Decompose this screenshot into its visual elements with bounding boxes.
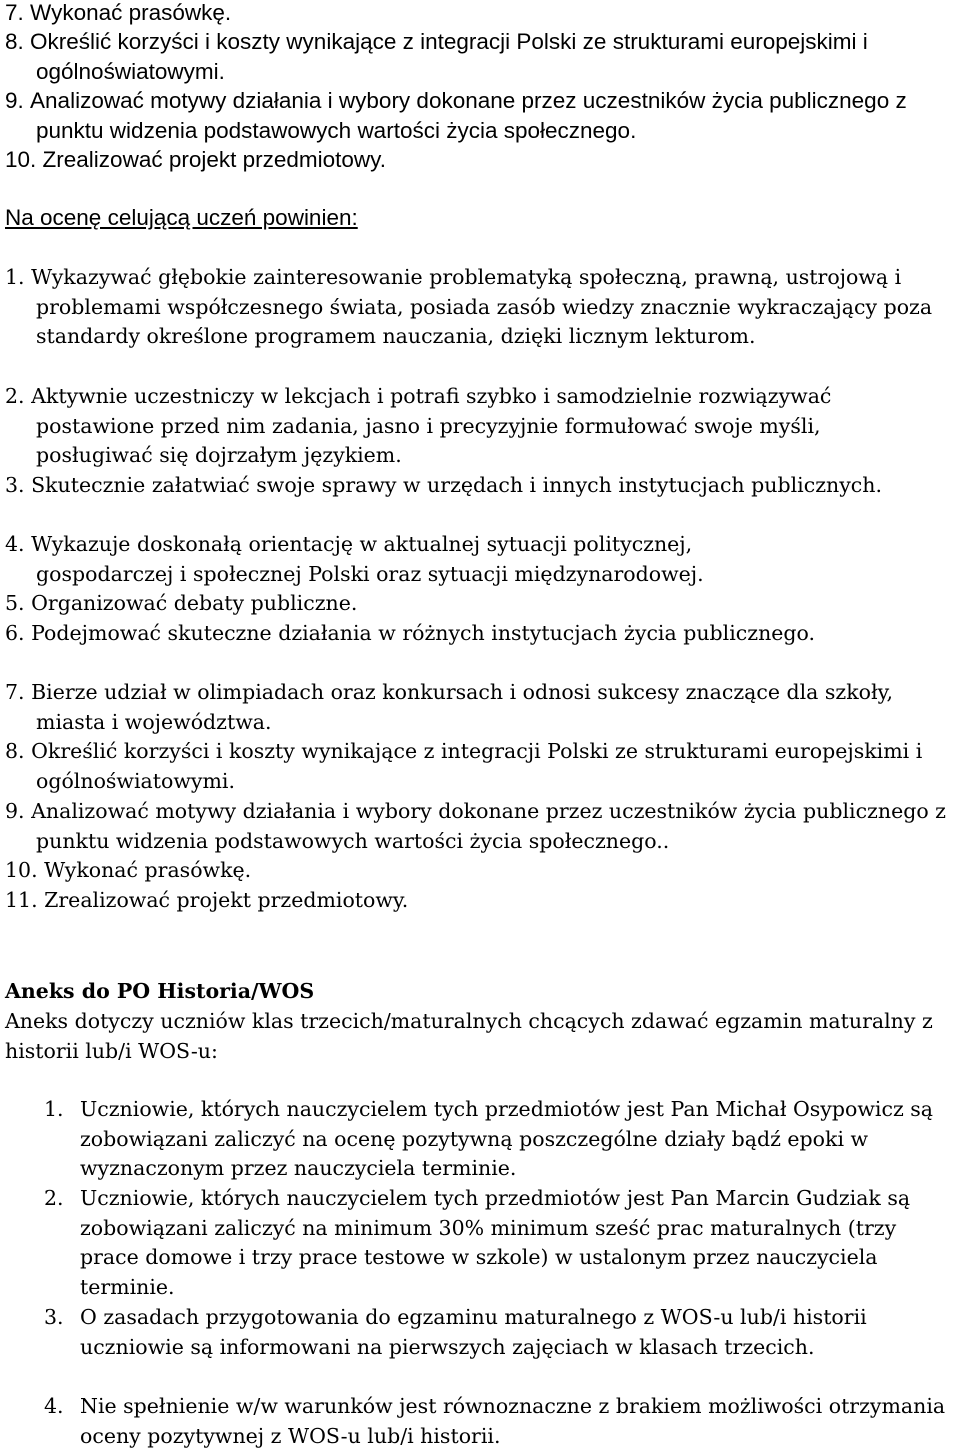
list-number: 6. (5, 621, 25, 645)
list-number: 9. (5, 88, 24, 113)
aneks-item-2 (44, 1184, 924, 1302)
celujaca-item-1 (5, 263, 950, 352)
list-text: Analizować motywy działania i wybory dokonane przez uczestników życia publicznego z punktu widzenia podstawowych wartości życia społecznego.. (31, 799, 946, 853)
aneks-item-3 (44, 1303, 944, 1362)
top-list-item-10 (5, 145, 955, 175)
top-list-item-7 (5, 0, 955, 28)
aneks-intro: Aneks dotyczy uczniów klas trzecich/maturalnych chcących zdawać egzamin maturalny z historii lub/i WOS-u: (5, 1009, 933, 1063)
list-text: Nie spełnienie w/w warunków jest równoznaczne z brakiem możliwości otrzymania oceny pozytywnej z WOS-u lub/i historii. (80, 1394, 946, 1448)
list-number: 2. (5, 384, 25, 408)
list-text: Określić korzyści i koszty wynikające z integracji Polski ze strukturami europejskimi i ogólnoświatowymi. (30, 29, 868, 84)
celujaca-item-9 (5, 797, 950, 856)
list-number: 4. (44, 1394, 64, 1418)
list-text: Zrealizować projekt przedmiotowy. (42, 147, 387, 172)
celujaca-item-5 (5, 589, 955, 619)
aneks-item-1 (44, 1095, 934, 1184)
celujaca-heading: Na ocenę celującą uczeń powinien: (5, 205, 358, 230)
aneks-title: Aneks do PO Historia/WOS (5, 979, 315, 1003)
celujaca-item-4 (5, 530, 835, 589)
list-text: Zrealizować projekt przedmiotowy. (44, 888, 409, 912)
list-number: 8. (5, 739, 25, 763)
list-number: 4. (5, 532, 25, 556)
celujaca-item-3 (5, 471, 955, 501)
list-number: 8. (5, 29, 24, 54)
celujaca-item-2 (5, 382, 865, 471)
list-text: Uczniowie, których nauczycielem tych przedmiotów jest Pan Michał Osypowicz są zobowiązani zaliczyć na ocenę pozytywną poszczególne działy bądź epoki w wyznaczonym przez nauczyciela terminie. (80, 1097, 934, 1180)
celujaca-item-11 (5, 886, 955, 916)
celujaca-item-7 (5, 678, 950, 737)
aneks-item-4 (44, 1392, 959, 1451)
list-number: 5. (5, 591, 25, 615)
list-number: 10. (5, 858, 38, 882)
list-number: 3. (44, 1305, 64, 1329)
list-text: Uczniowie, których nauczycielem tych przedmiotów jest Pan Marcin Gudziak są zobowiązani zaliczyć na minimum 30% minimum sześć prac maturalnych (trzy prace domowe i trzy prace testowe w szkole) w ustalonym przez nauczyciela terminie. (80, 1186, 911, 1299)
top-list-item-8 (5, 27, 920, 86)
list-text: Wykazuje doskonałą orientację w aktualnej sytuacji politycznej, gospodarczej i społecznej Polski oraz sytuacji międzynarodowej. (31, 532, 704, 586)
list-text: Określić korzyści i koszty wynikające z integracji Polski ze strukturami europejskimi i ogólnoświatowymi. (31, 739, 923, 793)
list-number: 3. (5, 473, 25, 497)
list-number: 10. (5, 147, 37, 172)
list-text: Aktywnie uczestniczy w lekcjach i potrafi szybko i samodzielnie rozwiązywać postawione przed nim zadania, jasno i precyzyjnie formułować swoje myśli, posługiwać się dojrzałym językiem. (31, 384, 832, 468)
list-number: 2. (44, 1186, 64, 1210)
list-text: Wykonać prasówkę. (44, 858, 252, 882)
top-list-item-9 (5, 86, 950, 145)
list-text: Organizować debaty publiczne. (31, 591, 358, 615)
list-text: Podejmować skuteczne działania w różnych instytucjach życia publicznego. (31, 621, 816, 645)
list-text: O zasadach przygotowania do egzaminu maturalnego z WOS-u lub/i historii uczniowie są informowani na pierwszych zajęciach w klasach trzecich. (80, 1305, 867, 1359)
celujaca-item-10 (5, 856, 955, 886)
list-number: 1. (44, 1097, 64, 1121)
list-text: Analizować motywy działania i wybory dokonane przez uczestników życia publicznego z punktu widzenia podstawowych wartości życia społecznego. (30, 88, 907, 143)
list-number: 11. (5, 888, 38, 912)
list-number: 7. (5, 680, 25, 704)
list-text: Wykonać prasówkę. (30, 0, 232, 25)
list-number: 1. (5, 265, 25, 289)
list-text: Bierze udział w olimpiadach oraz konkursach i odnosi sukcesy znaczące dla szkoły, miasta i województwa. (31, 680, 894, 734)
celujaca-item-6 (5, 619, 835, 649)
celujaca-item-8 (5, 737, 930, 796)
list-number: 9. (5, 799, 25, 823)
list-number: 7. (5, 0, 24, 25)
list-text: Skutecznie załatwiać swoje sprawy w urzędach i innych instytucjach publicznych. (31, 473, 882, 497)
list-text: Wykazywać głębokie zainteresowanie problematyką społeczną, prawną, ustrojową i problemami współczesnego świata, posiada zasób wiedzy znacznie wykraczający poza standardy określone programem nauczania, dzięki licznym lekturom. (31, 265, 933, 349)
